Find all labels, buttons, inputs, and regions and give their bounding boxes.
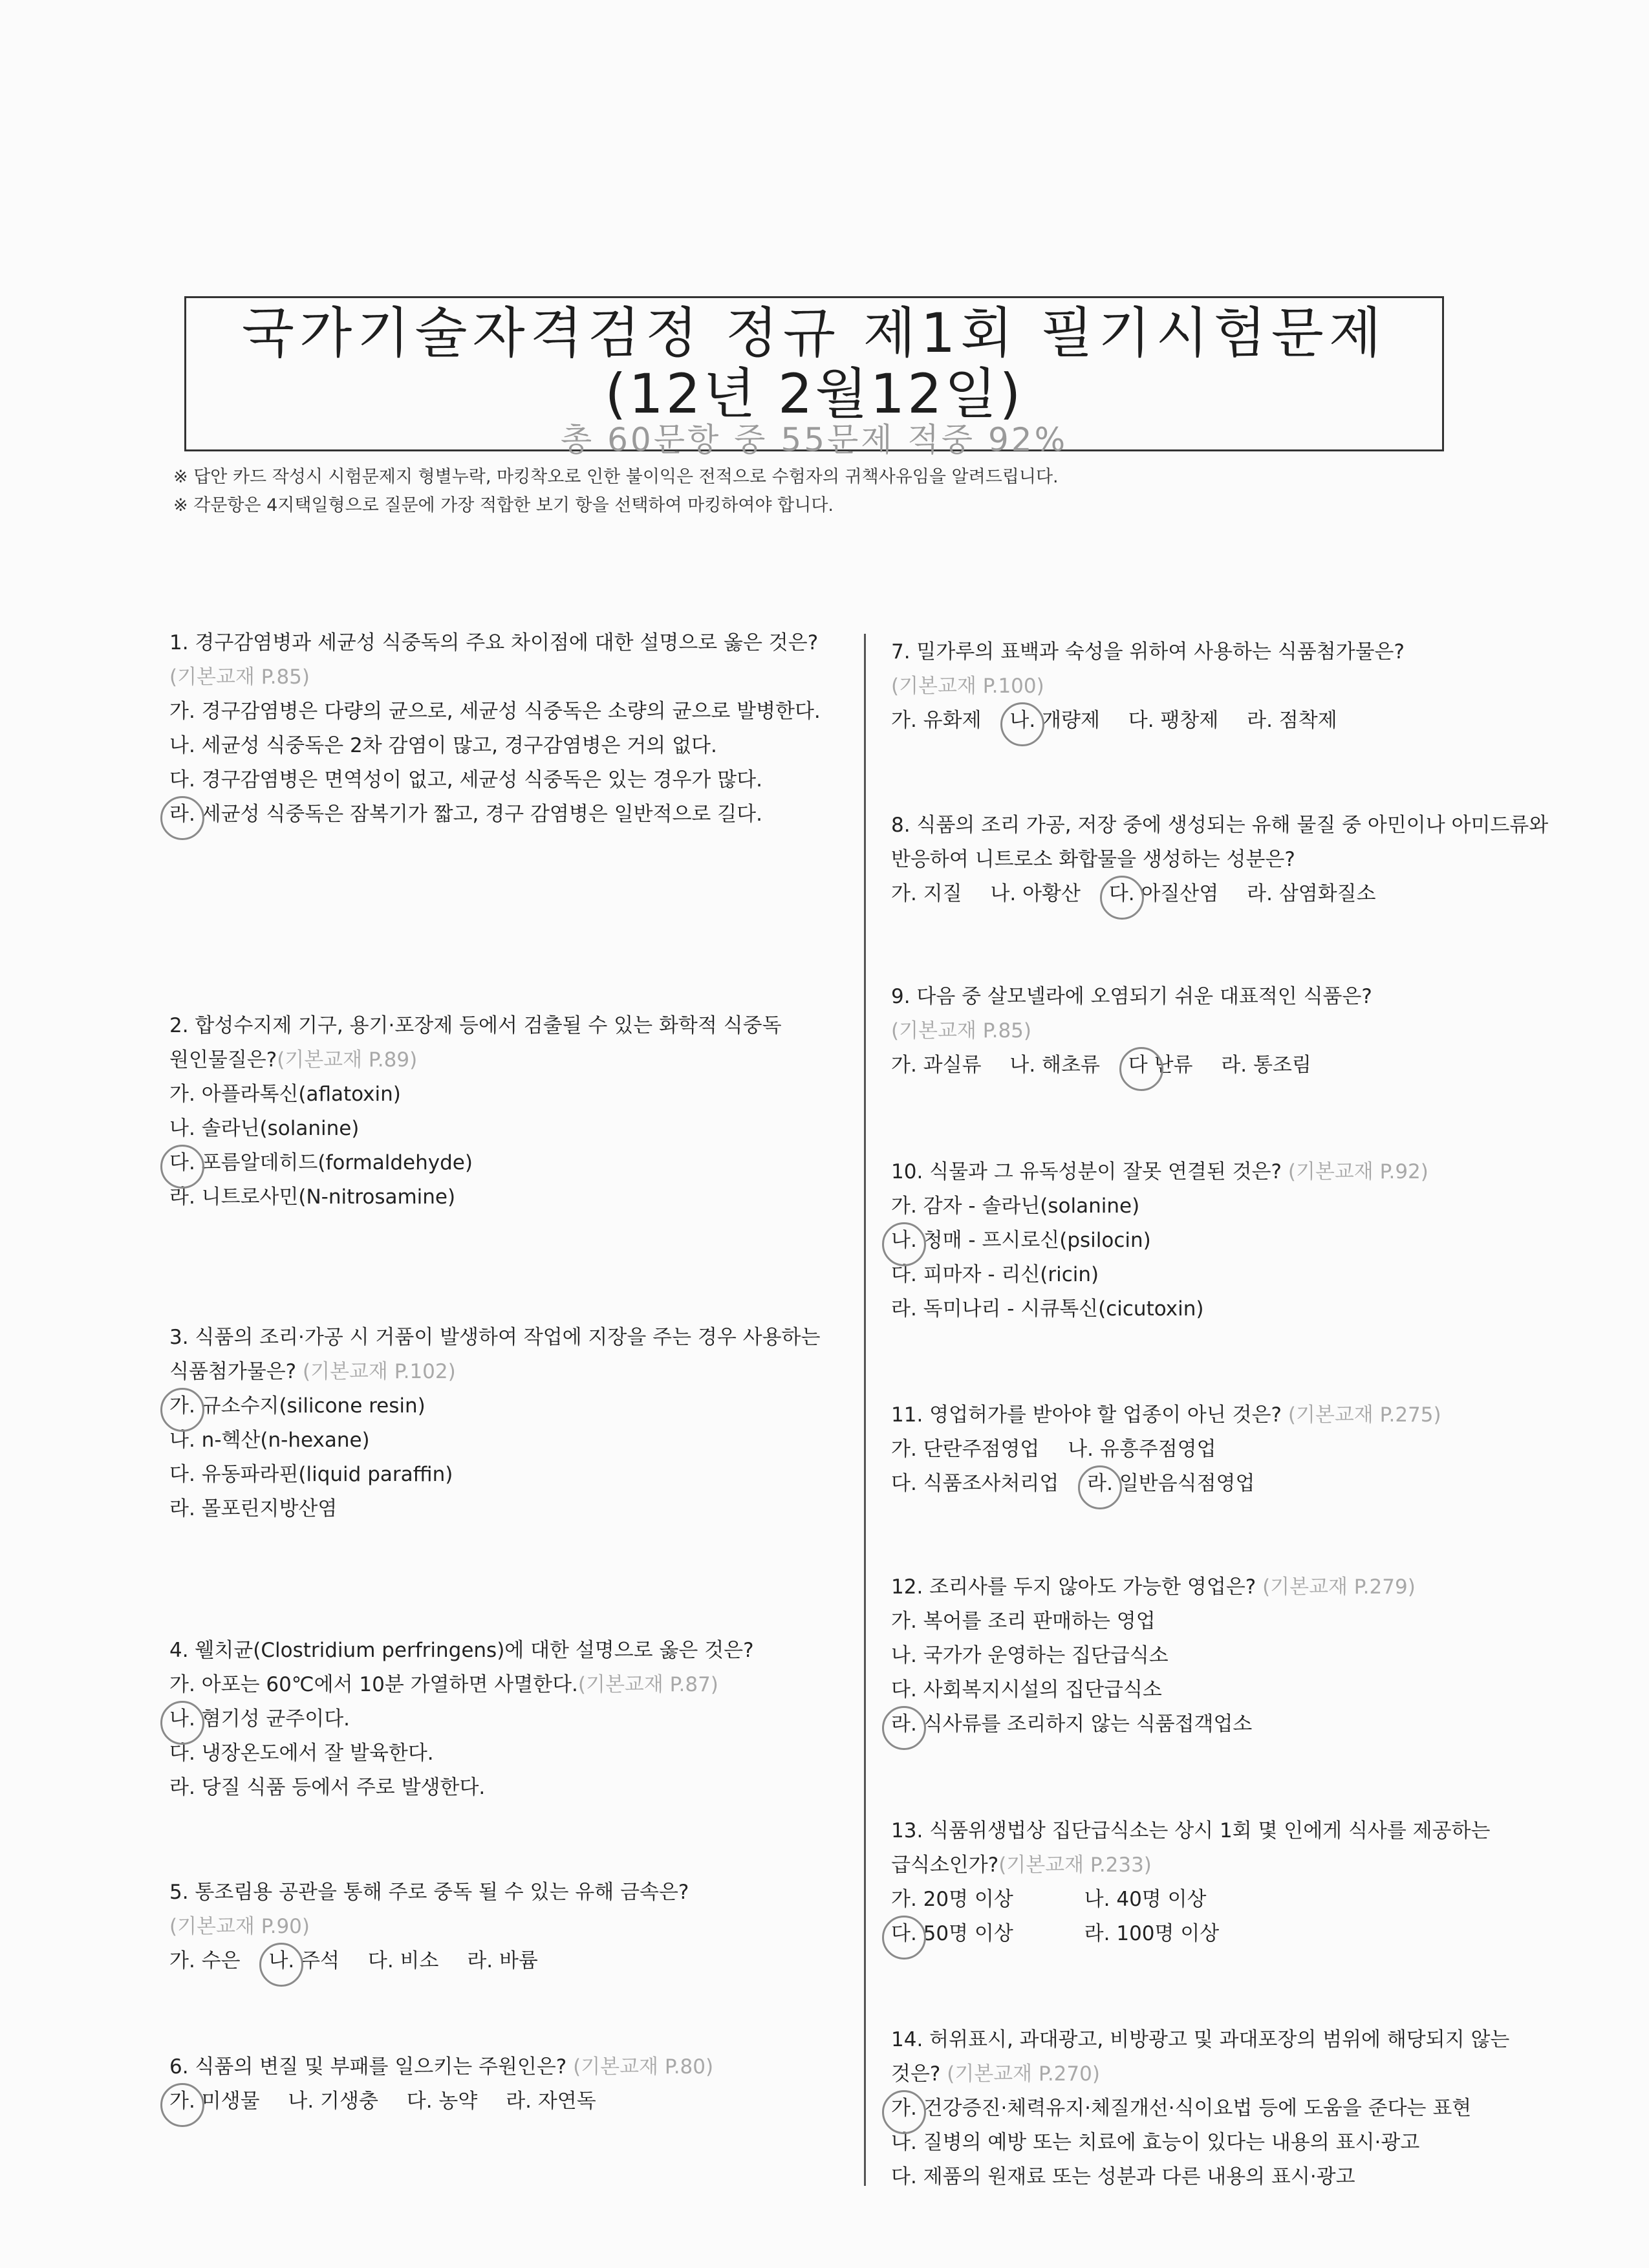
question-text: 14. 허위표시, 과대광고, 비방광고 및 과대포장의 범위에 해당되지 않는 것은? [891,2028,1510,2086]
option-da[interactable]: 다. 사회복지시설의 집단급식소 [891,1678,1162,1701]
question-10 [891,1155,1557,1326]
question-text: 2. 합성수지제 기구, 용기·포장제 등에서 검출될 수 있는 화학적 식중독 원인물질은? [169,1014,782,1072]
question-4 [169,1634,835,1805]
option-na[interactable]: 나. 질병의 예방 또는 치료에 효능이 있다는 내용의 표시·광고 [891,2131,1420,2154]
answer-mark: 라. [169,803,195,826]
question-text: 4. 웰치균(Clostridium perfringens)에 대한 설명으로 옳은 것은? [169,1639,754,1662]
question-text: 11. 영업허가를 받아야 할 업종이 아닌 것은? [891,1403,1282,1427]
answer-mark: 다. [169,1151,195,1174]
textbook-ref: (기본교재 P.85) [891,1019,1031,1042]
answer-mark: 다 [1128,1053,1148,1077]
textbook-ref: (기본교재 P.275) [1288,1403,1441,1427]
question-3 [169,1321,835,1526]
answer-mark: 다. [1108,882,1135,905]
answer-mark: 나. [169,1707,195,1731]
answer-mark: 라. [1087,1472,1113,1495]
option-da[interactable]: 다. 아질산염 [1108,882,1219,905]
exam-title: 국가기술자격검정 정규 제1회 필기시험문제 [241,301,1387,365]
option-ga[interactable]: 가. 감자 - 솔라닌(solanine) [891,1194,1140,1218]
option-da[interactable]: 다. 비소 [367,1949,439,1972]
question-12 [891,1570,1557,1742]
option-ga[interactable]: 가. 수은 [169,1949,241,1972]
option-na[interactable]: 나. 아황산 [990,882,1081,905]
option-ra[interactable]: 라. 자연독 [506,2090,596,2113]
question-9 [891,980,1557,1083]
textbook-ref: (기본교재 P.80) [573,2055,714,2079]
option-da[interactable]: 다. 경구감염병은 면역성이 없고, 세균성 식중독은 있는 경우가 많다. [169,768,762,792]
option-ga[interactable]: 가. 지질 [891,882,962,905]
question-14 [891,2023,1557,2194]
answer-mark: 가. [169,1394,195,1418]
hit-rate-note: 총 60문항 중 55문제 적중 92% [560,421,1068,459]
option-da[interactable]: 다. 포름알데히드(formaldehyde) [169,1151,473,1174]
answer-mark: 나. [1009,709,1036,732]
question-8 [891,808,1557,911]
option-da[interactable]: 다. 피마자 - 리신(ricin) [891,1263,1099,1286]
option-da[interactable]: 다. 식품조사처리업 [891,1472,1059,1495]
option-ra[interactable]: 라. 당질 식품 등에서 주로 발생한다. [169,1776,486,1799]
option-ra[interactable]: 라. 니트로사민(N-nitrosamine) [169,1185,456,1209]
option-ga[interactable]: 가. 아포는 60℃에서 10분 가열하면 사멸한다.(기본교재 P.87) [169,1673,718,1696]
textbook-ref: (기본교재 P.270) [947,2062,1100,2086]
option-ra[interactable]: 라. 바륨 [467,1949,538,1972]
textbook-ref: (기본교재 P.89) [277,1048,418,1072]
question-text: 8. 식품의 조리 가공, 저장 중에 생성되는 유해 물질 중 아민이나 아미드류와 반응하여 니트로소 화합물을 생성하는 성분은? [891,814,1549,871]
answer-mark: 나. [891,1229,917,1252]
option-ra[interactable]: 라. 통조림 [1221,1053,1311,1077]
answer-mark: 라. [891,1712,917,1736]
textbook-ref: (기본교재 P.90) [169,1915,310,1938]
notices [173,463,1531,520]
option-ga[interactable]: 가. 경구감염병은 다량의 균으로, 세균성 식중독은 소량의 균으로 발병한다. [169,700,821,723]
question-13 [891,1814,1557,1951]
option-ra[interactable]: 라. 몰포린지방산염 [169,1497,338,1520]
answer-mark: 나. [268,1949,295,1972]
option-ra[interactable]: 라. 독미나리 - 시큐톡신(cicutoxin) [891,1297,1204,1321]
answer-mark: 가. [169,2090,195,2113]
option-na[interactable]: 나. 유흥주점영업 [1068,1438,1216,1461]
option-da[interactable]: 다 난류 [1128,1053,1193,1077]
option-na[interactable]: 나. 개량제 [1009,709,1100,732]
exam-title-box [184,296,1444,459]
notice-1: ※ 답안 카드 작성시 시험문제지 형별누락, 마킹착오로 인한 불이익은 전적으로 수험자의 귀책사유임을 알려드립니다. [173,467,1059,487]
option-da[interactable]: 다. 농약 [406,2090,478,2113]
option-na[interactable]: 나. 기생충 [288,2090,378,2113]
textbook-ref: (기본교재 P.85) [169,665,310,689]
option-na[interactable]: 나. 솔라닌(solanine) [169,1117,360,1140]
option-na[interactable]: 나. n-헥산(n-hexane) [169,1429,370,1452]
option-na[interactable]: 나. 혐기성 균주이다. [169,1707,350,1731]
option-da[interactable]: 다. 제품의 원재료 또는 성분과 다른 내용의 표시·광고 [891,2165,1355,2188]
question-text: 7. 밀가루의 표백과 숙성을 위하여 사용하는 식품첨가물은? [891,640,1405,664]
question-text: 9. 다음 중 살모넬라에 오염되기 쉬운 대표적인 식품은? [891,985,1372,1008]
question-text: 6. 식품의 변질 및 부패를 일으키는 주원인은? [169,2055,567,2079]
option-ga[interactable]: 가. 단란주점영업 [891,1438,1040,1461]
answer-mark: 다. [891,1922,917,1945]
question-text: 13. 식품위생법상 집단급식소는 상시 1회 몇 인에게 식사를 제공하는 급식소인가? [891,1819,1491,1877]
option-ra[interactable]: 라. 일반음식점영업 [1087,1472,1255,1495]
question-2 [169,1009,835,1215]
question-text: 1. 경구감염병과 세균성 식중독의 주요 차이점에 대한 설명으로 옳은 것은? [169,631,819,654]
option-na[interactable]: 나. 주석 [268,1949,340,1972]
question-11 [891,1398,1557,1501]
notice-2: ※ 각문항은 4지택일형으로 질문에 가장 적합한 보기 항을 선택하여 마킹하여야 합니다. [173,495,834,515]
option-na[interactable]: 나. 국가가 운영하는 집단급식소 [891,1644,1169,1667]
answer-mark: 가. [891,2097,917,2120]
question-text: 12. 조리사를 두지 않아도 가능한 영업은? [891,1575,1256,1599]
option-ga[interactable]: 가. 복어를 조리 판매하는 영업 [891,1610,1156,1633]
question-7 [891,635,1557,738]
option-ra[interactable]: 라. 100명 이상 [1084,1922,1220,1945]
option-ga[interactable]: 가. 건강증진·체력유지·체질개선·식이요법 등에 도움을 준다는 표현 [891,2097,1472,2120]
option-ga[interactable]: 가. 유화제 [891,709,982,732]
option-ra[interactable]: 라. 식사류를 조리하지 않는 식품접객업소 [891,1712,1253,1736]
exam-date: (12년 2월12일) [605,362,1024,426]
textbook-ref: (기본교재 P.102) [303,1360,456,1383]
option-da[interactable]: 다. 팽창제 [1128,709,1219,732]
option-ga[interactable]: 가. 아플라톡신(aflatoxin) [169,1083,401,1106]
question-text: 5. 통조림용 공관을 통해 주로 중독 될 수 있는 유해 금속은? [169,1881,689,1904]
option-ga[interactable]: 가. 규소수지(silicone resin) [169,1394,426,1418]
option-ga[interactable]: 가. 미생물 [169,2090,260,2113]
textbook-ref: (기본교재 P.279) [1262,1575,1416,1599]
option-ra[interactable]: 라. 점착제 [1247,709,1337,732]
question-text: 10. 식물과 그 유독성분이 잘못 연결된 것은? [891,1160,1282,1183]
question-6 [169,2050,835,2119]
textbook-ref: (기본교재 P.100) [891,675,1044,698]
option-na[interactable]: 나. 40명 이상 [1084,1888,1207,1911]
column-divider [864,634,866,2186]
textbook-ref: (기본교재 P.92) [1288,1160,1428,1183]
option-ra[interactable]: 라. 삼염화질소 [1247,882,1376,905]
option-na[interactable]: 나. 해초류 [1009,1053,1100,1077]
option-na[interactable]: 나. 세균성 식중독은 2차 감염이 많고, 경구감염병은 거의 없다. [169,734,717,757]
question-5 [169,1875,835,1978]
question-text: 3. 식품의 조리·가공 시 거품이 발생하여 작업에 지장을 주는 경우 사용하는 식품첨가물은? [169,1326,821,1383]
question-1 [169,626,835,832]
option-na[interactable]: 나. 청매 - 프시로신(psilocin) [891,1229,1151,1252]
textbook-ref: (기본교재 P.233) [998,1853,1152,1877]
option-da[interactable]: 다. 냉장온도에서 잘 발육한다. [169,1742,434,1765]
option-ga[interactable]: 가. 20명 이상 [891,1888,1013,1911]
textbook-ref: (기본교재 P.87) [577,1673,718,1696]
option-da[interactable]: 다. 유동파라핀(liquid paraffin) [169,1463,453,1486]
option-da[interactable]: 다. 50명 이상 [891,1922,1013,1945]
option-ga[interactable]: 가. 과실류 [891,1053,982,1077]
option-ra[interactable]: 라. 세균성 식중독은 잠복기가 짧고, 경구 감염병은 일반적으로 길다. [169,803,762,826]
